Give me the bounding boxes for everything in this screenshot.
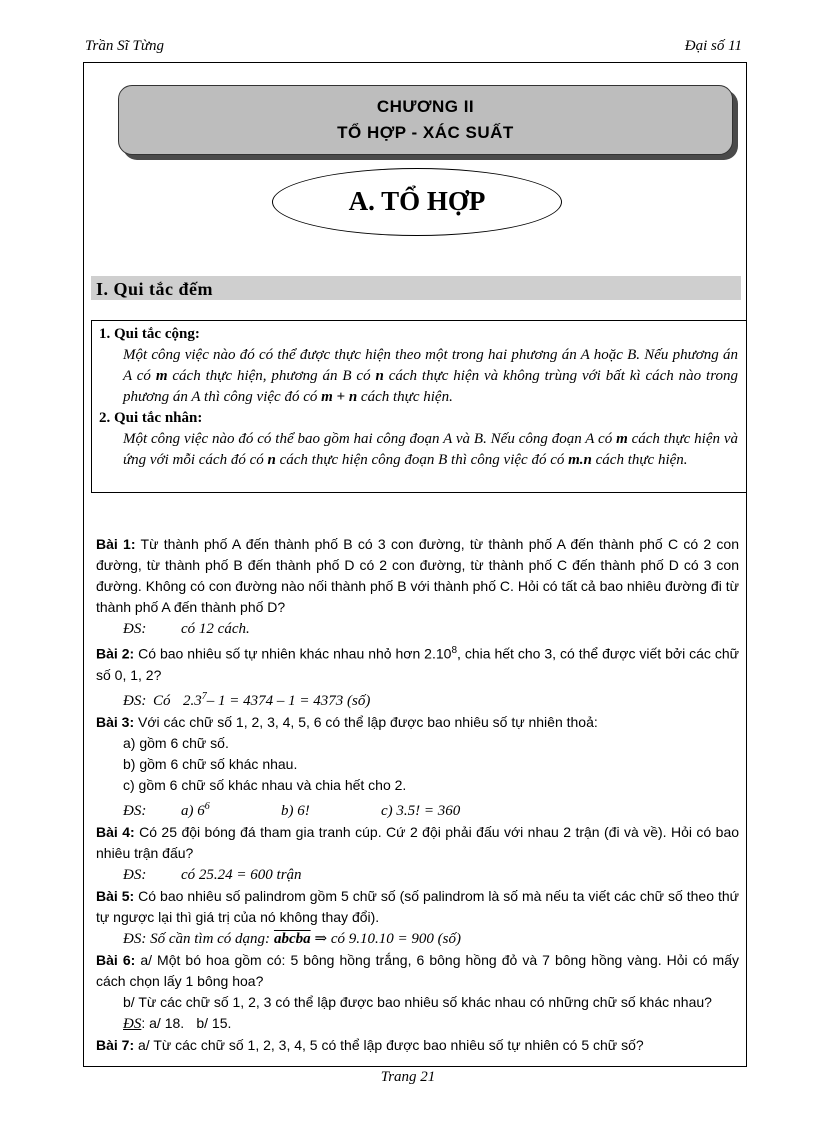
problem-3-part-a: a) gồm 6 chữ số. xyxy=(123,734,229,751)
problem-3-part-c: c) gồm 6 chữ số khác nhau và chia hết cho 2. xyxy=(123,776,407,793)
problem-5: Bài 5: Có bao nhiêu số palindrom gồm 5 chữ số (số palindrom là số mà nếu ta viết các chữ số theo thứ tự ngược lại thì giá trị của nó không thay đổi). xyxy=(96,887,740,925)
problem-4-answer: ĐS: có 25.24 = 600 trận xyxy=(123,866,302,883)
exercise-list xyxy=(96,534,739,1056)
problem-6a: Bài 6: a/ Một bó hoa gồm có: 5 bông hồng trắng, 6 bông hồng đỏ và 7 bông hồng vàng. Hỏi có mấy cách chọn lấy 1 bông hoa? xyxy=(96,951,739,989)
problem-2-answer: ĐS: Có $2.3^7-$ 1 = 4374 – 1 = 4373 (số) xyxy=(123,690,371,709)
problem-7: Bài 7: a/ Từ các chữ số 1, 2, 3, 4, 5 có thể lập được bao nhiêu số tự nhiên có 5 chữ số? xyxy=(96,1036,644,1053)
chapter-number: CHƯƠNG II xyxy=(376,97,475,116)
page-number: Trang 21 xyxy=(380,1069,436,1085)
problem-5-answer: ĐS: Số cần tìm có dạng: abcba ⇒ có 9.10.10 = 900 (số) xyxy=(123,930,461,947)
problem-4: Bài 4: Có 25 đội bóng đá tham gia tranh cúp. Cứ 2 đội phải đấu với nhau 2 trận (đi và về). Hỏi có bao nhiêu trận đấu? xyxy=(96,823,740,861)
chapter-title: TỔ HỢP - XÁC SUẤT xyxy=(337,123,514,142)
rule1-description: Một công việc nào đó có thể được thực hiện theo một trong hai phương án A hoặc B. Nếu phương án A có m cách thực hiện, phương án B có n cách thực hiện và không trùng với bất kì cách nào trong phương án A thì công việc đó có m + n cách thực hiện. xyxy=(123,347,738,405)
problem-6b: b/ Từ các chữ số 1, 2, 3 có thể lập được bao nhiêu số khác nhau có những chữ số khác nhau? xyxy=(123,993,712,1010)
problem-1-answer: ĐS: có 12 cách. xyxy=(123,621,250,637)
problem-1: Bài 1: Từ thành phố A đến thành phố B có 3 con đường, từ thành phố A đến thành phố C có 2 con đường, từ thành phố B đến thành phố D có 2 con đường, từ thành phố C đến thành phố D có 3 con đường. Không có con đường nào nối thành phố B với thành phố C. Hỏi có tất cả bao nhiêu đường đi từ thành phố A đến thành phố D? xyxy=(96,536,740,615)
problem-3-answer: ĐS: a) $6^6$ b) 6! c) 3.5! = 360 xyxy=(123,800,461,819)
part-title: A. TỔ HỢP xyxy=(272,168,562,236)
problem-2: Bài 2: Có bao nhiêu số tự nhiên khác nhau nhỏ hơn 2.10$^8$, chia hết cho 3, có thể được viết bởi các chữ số 0, 1, 2? xyxy=(96,645,740,683)
rules-box xyxy=(91,320,747,493)
problem-3-part-b: b) gồm 6 chữ số khác nhau. xyxy=(123,755,298,772)
header-author: Trần Sĩ Từng xyxy=(85,38,165,54)
problem-6-answer: ĐS: a/ 18. b/ 15. xyxy=(123,1014,232,1032)
problem-3: Bài 3: Với các chữ số 1, 2, 3, 4, 5, 6 có thể lập được bao nhiêu số tự nhiên thoả: xyxy=(96,713,598,730)
rule2-title: 2. Qui tắc nhân: xyxy=(99,410,203,426)
header-subject: Đại số 11 xyxy=(684,38,742,54)
chapter-title-box xyxy=(118,85,733,155)
rule2-description: Một công việc nào đó có thể bao gồm hai công đoạn A và B. Nếu công đoạn A có m cách thực hiện và ứng với mỗi cách đó có n cách thực hiện công đoạn B thì công việc đó có m.n cách thực hiện. xyxy=(123,431,738,468)
rule1-title: 1. Qui tắc cộng: xyxy=(99,326,200,342)
section-heading: I. Qui tắc đếm xyxy=(91,276,741,300)
